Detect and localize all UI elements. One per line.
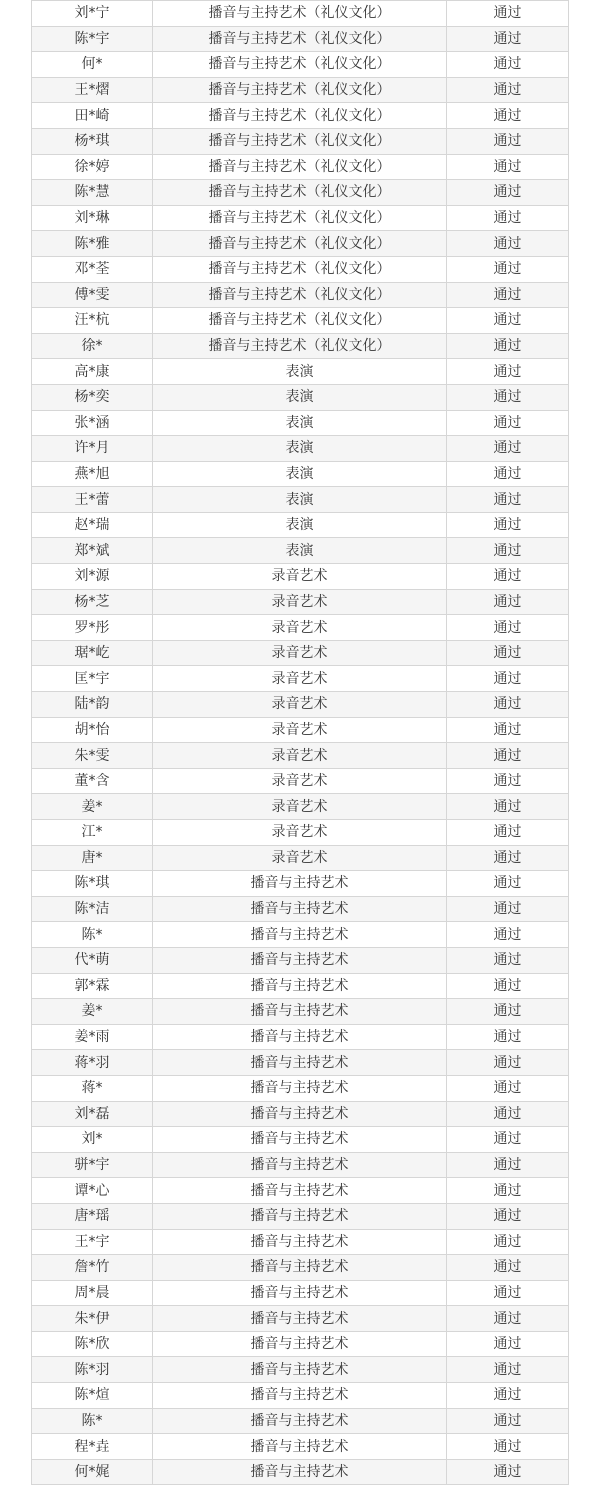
cell-status: 通过: [447, 1280, 569, 1306]
cell-status: 通过: [447, 615, 569, 641]
cell-name: 郭*霖: [32, 973, 153, 999]
cell-name: 胡*怡: [32, 717, 153, 743]
cell-major: 录音艺术: [153, 640, 447, 666]
cell-major: 录音艺术: [153, 743, 447, 769]
cell-status: 通过: [447, 282, 569, 308]
table-row: [32, 1127, 569, 1153]
cell-status: 通过: [447, 333, 569, 359]
cell-status: 通过: [447, 1331, 569, 1357]
cell-status: 通过: [447, 692, 569, 718]
cell-major: 录音艺术: [153, 845, 447, 871]
cell-name: 刘*宁: [32, 1, 153, 27]
table-row: [32, 947, 569, 973]
table-row: [32, 999, 569, 1025]
cell-major: 表演: [153, 538, 447, 564]
cell-major: 播音与主持艺术: [153, 1024, 447, 1050]
table-row: [32, 973, 569, 999]
cell-status: 通过: [447, 973, 569, 999]
cell-major: 播音与主持艺术: [153, 1050, 447, 1076]
results-table: [31, 0, 569, 1485]
table-row: [32, 1331, 569, 1357]
table-row: [32, 103, 569, 129]
cell-major: 播音与主持艺术（礼仪文化）: [153, 26, 447, 52]
cell-major: 播音与主持艺术: [153, 1178, 447, 1204]
cell-major: 播音与主持艺术: [153, 1152, 447, 1178]
cell-major: 录音艺术: [153, 820, 447, 846]
cell-major: 录音艺术: [153, 615, 447, 641]
cell-major: 播音与主持艺术（礼仪文化）: [153, 308, 447, 334]
cell-name: 汪*杭: [32, 308, 153, 334]
table-row: [32, 282, 569, 308]
cell-name: 唐*瑶: [32, 1203, 153, 1229]
table-row: [32, 512, 569, 538]
cell-status: 通过: [447, 1383, 569, 1409]
table-row: [32, 845, 569, 871]
cell-status: 通过: [447, 589, 569, 615]
cell-name: 詹*竹: [32, 1255, 153, 1281]
cell-name: 姜*: [32, 999, 153, 1025]
cell-status: 通过: [447, 1357, 569, 1383]
cell-major: 播音与主持艺术: [153, 922, 447, 948]
cell-major: 播音与主持艺术（礼仪文化）: [153, 231, 447, 257]
cell-status: 通过: [447, 1050, 569, 1076]
table-row: [32, 1050, 569, 1076]
cell-major: 表演: [153, 461, 447, 487]
cell-major: 播音与主持艺术（礼仪文化）: [153, 154, 447, 180]
cell-status: 通过: [447, 1306, 569, 1332]
table-row: [32, 231, 569, 257]
cell-major: 播音与主持艺术: [153, 1459, 447, 1485]
cell-name: 陈*洁: [32, 896, 153, 922]
cell-major: 播音与主持艺术（礼仪文化）: [153, 52, 447, 78]
cell-status: 通过: [447, 26, 569, 52]
cell-name: 陈*慧: [32, 180, 153, 206]
cell-major: 录音艺术: [153, 564, 447, 590]
cell-major: 播音与主持艺术: [153, 947, 447, 973]
table-row: [32, 128, 569, 154]
cell-major: 播音与主持艺术（礼仪文化）: [153, 282, 447, 308]
cell-name: 赵*瑞: [32, 512, 153, 538]
results-table-container: [31, 0, 568, 1485]
cell-name: 陈*琪: [32, 871, 153, 897]
cell-status: 通过: [447, 308, 569, 334]
cell-major: 播音与主持艺术（礼仪文化）: [153, 1, 447, 27]
cell-status: 通过: [447, 922, 569, 948]
table-row: [32, 538, 569, 564]
table-row: [32, 26, 569, 52]
table-row: [32, 743, 569, 769]
cell-name: 谭*心: [32, 1178, 153, 1204]
cell-major: 播音与主持艺术: [153, 1357, 447, 1383]
cell-name: 匡*宇: [32, 666, 153, 692]
cell-major: 表演: [153, 410, 447, 436]
cell-major: 播音与主持艺术: [153, 1408, 447, 1434]
cell-status: 通过: [447, 820, 569, 846]
cell-status: 通过: [447, 845, 569, 871]
cell-major: 录音艺术: [153, 768, 447, 794]
table-row: [32, 180, 569, 206]
cell-status: 通过: [447, 768, 569, 794]
cell-status: 通过: [447, 180, 569, 206]
cell-name: 蒋*羽: [32, 1050, 153, 1076]
table-row: [32, 768, 569, 794]
cell-name: 郑*斌: [32, 538, 153, 564]
table-row: [32, 1280, 569, 1306]
cell-status: 通过: [447, 436, 569, 462]
cell-status: 通过: [447, 1024, 569, 1050]
cell-status: 通过: [447, 205, 569, 231]
results-table-body: [32, 1, 569, 1485]
cell-status: 通过: [447, 666, 569, 692]
table-row: [32, 1383, 569, 1409]
cell-status: 通过: [447, 487, 569, 513]
cell-status: 通过: [447, 154, 569, 180]
cell-major: 播音与主持艺术: [153, 1306, 447, 1332]
cell-major: 录音艺术: [153, 692, 447, 718]
table-row: [32, 1459, 569, 1485]
table-row: [32, 820, 569, 846]
cell-name: 代*萌: [32, 947, 153, 973]
cell-major: 播音与主持艺术: [153, 1229, 447, 1255]
cell-name: 刘*磊: [32, 1101, 153, 1127]
cell-major: 播音与主持艺术: [153, 896, 447, 922]
cell-status: 通过: [447, 1, 569, 27]
cell-name: 王*熠: [32, 77, 153, 103]
cell-name: 刘*源: [32, 564, 153, 590]
table-row: [32, 666, 569, 692]
cell-status: 通过: [447, 1434, 569, 1460]
cell-name: 邓*荃: [32, 256, 153, 282]
cell-status: 通过: [447, 461, 569, 487]
cell-name: 陈*煊: [32, 1383, 153, 1409]
table-row: [32, 1434, 569, 1460]
table-row: [32, 1101, 569, 1127]
cell-status: 通过: [447, 896, 569, 922]
cell-status: 通过: [447, 512, 569, 538]
cell-status: 通过: [447, 52, 569, 78]
cell-name: 朱*雯: [32, 743, 153, 769]
cell-name: 徐*: [32, 333, 153, 359]
cell-name: 琚*屹: [32, 640, 153, 666]
cell-name: 陈*羽: [32, 1357, 153, 1383]
table-row: [32, 384, 569, 410]
cell-major: 录音艺术: [153, 794, 447, 820]
cell-status: 通过: [447, 103, 569, 129]
cell-status: 通过: [447, 1101, 569, 1127]
cell-major: 录音艺术: [153, 666, 447, 692]
cell-status: 通过: [447, 871, 569, 897]
cell-major: 表演: [153, 512, 447, 538]
cell-name: 陆*韵: [32, 692, 153, 718]
cell-name: 傅*雯: [32, 282, 153, 308]
cell-status: 通过: [447, 1203, 569, 1229]
cell-major: 播音与主持艺术（礼仪文化）: [153, 103, 447, 129]
cell-name: 陈*: [32, 922, 153, 948]
table-row: [32, 640, 569, 666]
cell-status: 通过: [447, 640, 569, 666]
cell-status: 通过: [447, 77, 569, 103]
cell-major: 表演: [153, 359, 447, 385]
cell-major: 表演: [153, 487, 447, 513]
cell-name: 陈*欣: [32, 1331, 153, 1357]
cell-name: 骈*宇: [32, 1152, 153, 1178]
cell-status: 通过: [447, 717, 569, 743]
cell-major: 录音艺术: [153, 589, 447, 615]
table-row: [32, 1075, 569, 1101]
table-row: [32, 564, 569, 590]
table-row: [32, 52, 569, 78]
cell-name: 徐*婷: [32, 154, 153, 180]
cell-name: 高*康: [32, 359, 153, 385]
table-row: [32, 1203, 569, 1229]
cell-name: 姜*雨: [32, 1024, 153, 1050]
cell-status: 通过: [447, 1459, 569, 1485]
cell-name: 陈*宇: [32, 26, 153, 52]
cell-status: 通过: [447, 743, 569, 769]
cell-name: 何*娓: [32, 1459, 153, 1485]
cell-name: 姜*: [32, 794, 153, 820]
cell-major: 播音与主持艺术: [153, 1280, 447, 1306]
cell-name: 王*宇: [32, 1229, 153, 1255]
cell-status: 通过: [447, 359, 569, 385]
table-row: [32, 794, 569, 820]
cell-status: 通过: [447, 256, 569, 282]
table-row: [32, 922, 569, 948]
cell-status: 通过: [447, 1127, 569, 1153]
table-row: [32, 436, 569, 462]
cell-name: 许*月: [32, 436, 153, 462]
cell-name: 刘*: [32, 1127, 153, 1153]
cell-major: 播音与主持艺术: [153, 1075, 447, 1101]
cell-status: 通过: [447, 128, 569, 154]
table-row: [32, 256, 569, 282]
cell-major: 播音与主持艺术: [153, 1101, 447, 1127]
table-row: [32, 77, 569, 103]
cell-status: 通过: [447, 1255, 569, 1281]
table-row: [32, 1178, 569, 1204]
cell-name: 蒋*: [32, 1075, 153, 1101]
cell-name: 江*: [32, 820, 153, 846]
table-row: [32, 1024, 569, 1050]
cell-name: 杨*芝: [32, 589, 153, 615]
table-row: [32, 589, 569, 615]
cell-name: 张*涵: [32, 410, 153, 436]
cell-name: 王*蕾: [32, 487, 153, 513]
cell-status: 通过: [447, 538, 569, 564]
cell-status: 通过: [447, 384, 569, 410]
cell-name: 杨*琪: [32, 128, 153, 154]
cell-major: 播音与主持艺术: [153, 1331, 447, 1357]
cell-major: 表演: [153, 436, 447, 462]
cell-name: 燕*旭: [32, 461, 153, 487]
cell-status: 通过: [447, 794, 569, 820]
cell-status: 通过: [447, 1152, 569, 1178]
cell-major: 播音与主持艺术（礼仪文化）: [153, 333, 447, 359]
cell-major: 播音与主持艺术: [153, 871, 447, 897]
table-row: [32, 1255, 569, 1281]
table-row: [32, 461, 569, 487]
cell-major: 播音与主持艺术: [153, 999, 447, 1025]
cell-name: 唐*: [32, 845, 153, 871]
table-row: [32, 1408, 569, 1434]
cell-major: 播音与主持艺术: [153, 1203, 447, 1229]
cell-name: 杨*奕: [32, 384, 153, 410]
table-row: [32, 1357, 569, 1383]
table-row: [32, 308, 569, 334]
cell-major: 播音与主持艺术: [153, 1255, 447, 1281]
cell-name: 罗*彤: [32, 615, 153, 641]
cell-major: 播音与主持艺术: [153, 1383, 447, 1409]
cell-major: 播音与主持艺术（礼仪文化）: [153, 77, 447, 103]
cell-status: 通过: [447, 999, 569, 1025]
table-row: [32, 871, 569, 897]
table-row: [32, 154, 569, 180]
table-row: [32, 717, 569, 743]
cell-name: 周*晨: [32, 1280, 153, 1306]
table-row: [32, 1152, 569, 1178]
cell-status: 通过: [447, 564, 569, 590]
cell-major: 播音与主持艺术: [153, 1434, 447, 1460]
table-row: [32, 1306, 569, 1332]
cell-major: 播音与主持艺术（礼仪文化）: [153, 205, 447, 231]
cell-major: 表演: [153, 384, 447, 410]
cell-name: 刘*琳: [32, 205, 153, 231]
cell-major: 播音与主持艺术（礼仪文化）: [153, 256, 447, 282]
table-row: [32, 333, 569, 359]
cell-name: 田*崎: [32, 103, 153, 129]
cell-major: 播音与主持艺术（礼仪文化）: [153, 128, 447, 154]
table-row: [32, 359, 569, 385]
cell-status: 通过: [447, 1075, 569, 1101]
cell-status: 通过: [447, 1178, 569, 1204]
table-row: [32, 896, 569, 922]
cell-name: 何*: [32, 52, 153, 78]
cell-major: 播音与主持艺术: [153, 973, 447, 999]
cell-major: 录音艺术: [153, 717, 447, 743]
cell-name: 陈*雅: [32, 231, 153, 257]
cell-name: 程*垚: [32, 1434, 153, 1460]
cell-status: 通过: [447, 947, 569, 973]
cell-major: 播音与主持艺术: [153, 1127, 447, 1153]
table-row: [32, 1, 569, 27]
cell-status: 通过: [447, 1229, 569, 1255]
table-row: [32, 615, 569, 641]
table-row: [32, 692, 569, 718]
cell-name: 陈*: [32, 1408, 153, 1434]
table-row: [32, 410, 569, 436]
table-row: [32, 1229, 569, 1255]
cell-name: 朱*伊: [32, 1306, 153, 1332]
cell-name: 董*含: [32, 768, 153, 794]
table-row: [32, 205, 569, 231]
cell-major: 播音与主持艺术（礼仪文化）: [153, 180, 447, 206]
table-row: [32, 487, 569, 513]
cell-status: 通过: [447, 231, 569, 257]
cell-status: 通过: [447, 1408, 569, 1434]
cell-status: 通过: [447, 410, 569, 436]
